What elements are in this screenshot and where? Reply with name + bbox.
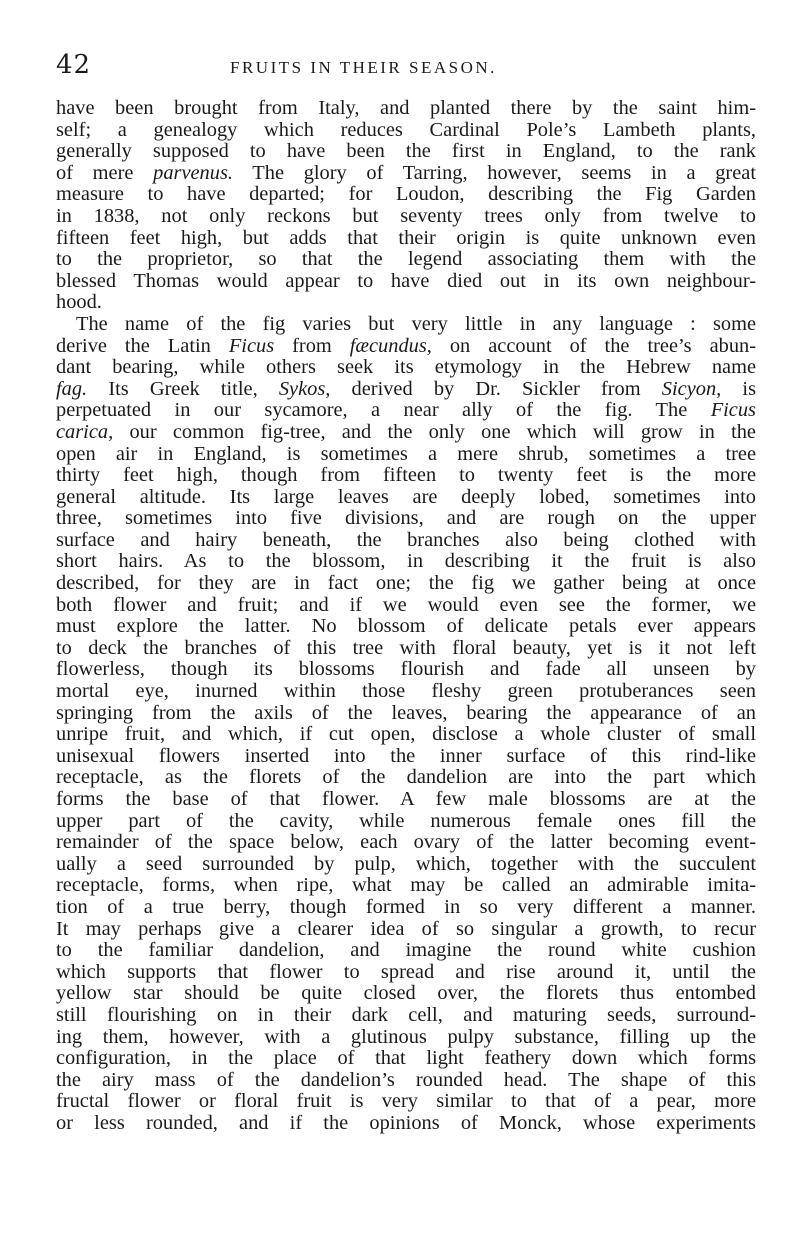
page-number: 42 <box>56 50 92 80</box>
text-line <box>36 1048 756 1070</box>
text-line <box>36 98 756 120</box>
text-segment: ually a seed surrounded by pulp, which, together with the succulent <box>56 852 756 875</box>
text-line <box>36 1027 756 1049</box>
text-segment: blessed Thomas would appear to have died out in its own neighbour- <box>56 269 756 292</box>
text-line <box>36 141 756 163</box>
body-text <box>36 98 756 1135</box>
text-line <box>36 811 756 833</box>
text-segment: general altitude. Its large leaves are deeply lobed, sometimes into <box>56 485 756 508</box>
text-segment: mortal eye, inurned within those fleshy green protuberances seen <box>56 680 756 703</box>
text-segment: both flower and fruit; and if we would even see the former, we <box>56 593 756 616</box>
text-segment: fifteen feet high, but adds that their origin is quite unknown even <box>56 226 756 249</box>
text-line <box>36 400 756 422</box>
text-segment: derive the Latin <box>56 334 229 357</box>
text-segment: Its Greek title, <box>87 377 279 400</box>
text-segment: our common fig-tree, and the only one which will grow in the <box>113 420 756 443</box>
text-segment: from <box>274 334 350 357</box>
text-segment: unripe fruit, and which, if cut open, disclose a whole cluster of small <box>56 723 756 746</box>
text-line <box>36 616 756 638</box>
text-segment: receptacle, forms, when ripe, what may be called an admirable imita- <box>56 874 756 897</box>
text-line <box>36 573 756 595</box>
italic-text: parvenus. <box>153 161 233 184</box>
text-line <box>36 875 756 897</box>
text-line <box>36 746 756 768</box>
text-line <box>36 422 756 444</box>
text-line <box>36 767 756 789</box>
text-line <box>36 530 756 552</box>
text-line <box>36 487 756 509</box>
text-line <box>36 659 756 681</box>
text-line <box>36 379 756 401</box>
text-segment: fructal flower or floral fruit is very similar to that of a pear, more <box>56 1090 756 1113</box>
text-segment: the airy mass of the dandelion’s rounded head. The shape of this <box>56 1068 756 1091</box>
text-line <box>36 962 756 984</box>
text-segment: three, sometimes into five divisions, and are rough on the upper <box>56 507 756 530</box>
text-segment: ing them, however, with a glutinous pulpy substance, filling up the <box>56 1025 756 1048</box>
text-segment: flowerless, though its blossoms flourish and fade all unseen by <box>56 658 756 681</box>
text-segment: generally supposed to have been the first in England, to the rank <box>56 140 756 163</box>
text-line <box>36 206 756 228</box>
text-line <box>36 508 756 530</box>
text-line <box>36 1070 756 1092</box>
text-segment: in 1838, not only reckons but seventy trees only from twelve to <box>56 204 756 227</box>
text-segment: The name of the fig varies but very little in any language : some <box>76 312 756 335</box>
text-segment: measure to have departed; for Loudon, describing the Fig Garden <box>56 183 756 206</box>
text-segment: have been brought from Italy, and planted there by the saint him- <box>56 97 756 119</box>
text-line <box>36 314 756 336</box>
text-segment: of mere <box>56 161 154 184</box>
text-segment: is <box>721 377 757 400</box>
italic-text: Sicyon, <box>661 377 722 400</box>
italic-text: Ficus <box>710 399 756 422</box>
text-line <box>36 897 756 919</box>
text-line <box>36 789 756 811</box>
text-segment: must explore the latter. No blossom of delicate petals ever appears <box>56 615 756 638</box>
text-segment: dant bearing, while others seek its etymology in the Hebrew name <box>56 356 756 379</box>
text-segment: to the familiar dandelion, and imagine the round white cushion <box>56 939 756 962</box>
text-segment: short hairs. As to the blossom, in describing it the fruit is also <box>56 550 756 573</box>
text-line <box>36 120 756 142</box>
text-line <box>36 292 756 314</box>
text-segment: remainder of the space below, each ovary of the latter becoming event- <box>56 831 756 854</box>
text-segment: which supports that flower to spread and rise around it, until the <box>56 960 756 983</box>
text-segment: open air in England, is sometimes a mere shrub, sometimes a tree <box>56 442 756 465</box>
text-segment: self; a genealogy which reduces Cardinal Pole’s Lambeth plants, <box>56 118 756 141</box>
text-segment: tion of a true berry, though formed in so very different a manner. <box>56 895 756 918</box>
text-segment: described, for they are in fact one; the fig we gather being at once <box>56 572 756 595</box>
text-segment: upper part of the cavity, while numerous female ones fill the <box>56 809 756 832</box>
text-segment: or less rounded, and if the opinions of Monck, whose experiments <box>56 1111 756 1134</box>
text-segment: unisexual flowers inserted into the inner surface of this rind-like <box>56 744 756 767</box>
text-line <box>36 271 756 293</box>
text-line <box>36 336 756 358</box>
text-segment: springing from the axils of the leaves, bearing the appearance of an <box>56 701 756 724</box>
italic-text: fæcundus, <box>349 334 432 357</box>
text-line <box>36 184 756 206</box>
italic-text: fag. <box>56 377 88 400</box>
text-line <box>36 724 756 746</box>
text-line <box>36 163 756 185</box>
text-segment: It may perhaps give a clearer idea of so singular a growth, to recur <box>56 917 756 940</box>
text-line <box>36 357 756 379</box>
text-segment: configuration, in the place of that light feathery down which forms <box>56 1047 756 1070</box>
text-line <box>36 551 756 573</box>
text-line <box>36 444 756 466</box>
text-line <box>36 940 756 962</box>
text-line <box>36 1091 756 1113</box>
italic-text: Ficus <box>228 334 275 357</box>
text-line <box>36 638 756 660</box>
text-line <box>36 249 756 271</box>
text-segment: on account of the tree’s abun- <box>431 334 756 357</box>
italic-text: Sykos, <box>278 377 331 400</box>
text-line <box>36 1005 756 1027</box>
text-segment: still flourishing on in their dark cell, and maturing seeds, surround- <box>56 1003 756 1026</box>
text-segment: to the proprietor, so that the legend associating them with the <box>56 248 756 271</box>
text-line <box>36 854 756 876</box>
text-line <box>36 703 756 725</box>
text-line <box>36 681 756 703</box>
text-line <box>36 832 756 854</box>
text-segment: forms the base of that flower. A few male blossoms are at the <box>56 788 756 810</box>
italic-text: carica, <box>56 420 114 443</box>
text-segment: perpetuated in our sycamore, a near ally of the fig. The <box>56 399 711 422</box>
text-segment: receptacle, as the florets of the dandelion are into the part which <box>56 766 756 789</box>
text-segment: The glory of Tarring, however, seems in a great <box>232 161 756 184</box>
text-segment: derived by Dr. Sickler from <box>330 377 662 400</box>
text-line <box>36 595 756 617</box>
text-line <box>36 228 756 250</box>
text-line <box>36 1113 756 1135</box>
text-line <box>36 465 756 487</box>
text-segment: to deck the branches of this tree with floral beauty, yet is it not left <box>56 636 756 659</box>
text-line <box>36 919 756 941</box>
text-segment: surface and hairy beneath, the branches also being clothed with <box>56 528 756 551</box>
text-segment: thirty feet high, though from fifteen to twenty feet is the more <box>56 464 756 487</box>
text-segment: yellow star should be quite closed over, the florets thus entombed <box>56 982 756 1005</box>
text-line <box>36 983 756 1005</box>
running-head-title: FRUITS IN THEIR SEASON. <box>230 58 497 77</box>
text-segment: hood. <box>56 291 102 314</box>
